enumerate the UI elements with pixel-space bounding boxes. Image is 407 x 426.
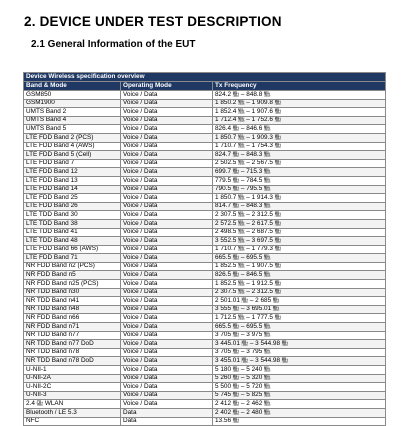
- tx-frequency-cell: 1 850.7 ㎒ – 1 914.3 ㎒: [213, 194, 386, 203]
- section-title: 2. DEVICE UNDER TEST DESCRIPTION: [24, 14, 282, 29]
- tx-frequency-cell: 1 852.5 ㎒ – 1 907.5 ㎒: [213, 262, 386, 271]
- operating-mode-cell: Voice / Data: [121, 348, 213, 357]
- operating-mode-cell: Voice / Data: [121, 314, 213, 323]
- tx-frequency-cell: 1 712.4 ㎒ – 1 752.6 ㎒: [213, 116, 386, 125]
- operating-mode-cell: Voice / Data: [121, 340, 213, 349]
- tx-frequency-cell: 3 552.5 ㎒ – 3 697.5 ㎒: [213, 237, 386, 246]
- tx-frequency-cell: 2 501.01 ㎒ – 2 685 ㎒: [213, 297, 386, 306]
- tx-frequency-cell: 3 455.01 ㎒ – 3 544.98 ㎒: [213, 357, 386, 366]
- band-mode-cell: Bluetooth / LE 5.3: [24, 408, 121, 417]
- tx-frequency-cell: 1 710.7 ㎒ – 1 754.3 ㎒: [213, 142, 386, 151]
- column-header-band-mode: Band & Mode: [24, 82, 121, 91]
- band-mode-cell: NR FDD Band n2 (PCS): [24, 262, 121, 271]
- band-mode-cell: U-NII-2A: [24, 374, 121, 383]
- band-mode-cell: U-NII-2C: [24, 383, 121, 392]
- tx-frequency-cell: 2 307.5 ㎒ – 2 312.5 ㎒: [213, 288, 386, 297]
- operating-mode-cell: Voice / Data: [121, 383, 213, 392]
- operating-mode-cell: Voice / Data: [121, 211, 213, 220]
- tx-frequency-cell: 3 705 ㎒ – 3 795 ㎒: [213, 348, 386, 357]
- column-header-operating-mode: Operating Mode: [121, 82, 213, 91]
- table-row: [24, 357, 386, 366]
- band-mode-cell: UMTS Band 5: [24, 125, 121, 134]
- tx-frequency-cell: 1 852.5 ㎒ – 1 912.5 ㎒: [213, 280, 386, 289]
- band-mode-cell: LTE FDD Band 13: [24, 176, 121, 185]
- band-mode-cell: LTE FDD Band 14: [24, 185, 121, 194]
- operating-mode-cell: Voice / Data: [121, 366, 213, 375]
- table-row: [24, 297, 386, 306]
- table-row: [24, 271, 386, 280]
- band-mode-cell: NR TDD Band n41: [24, 297, 121, 306]
- table-row: [24, 245, 386, 254]
- operating-mode-cell: Voice / Data: [121, 288, 213, 297]
- band-mode-cell: NR TDD Band n77 DoD: [24, 340, 121, 349]
- operating-mode-cell: Voice / Data: [121, 151, 213, 160]
- band-mode-cell: NFC: [24, 417, 121, 426]
- tx-frequency-cell: 826.5 ㎒ – 846.5 ㎒: [213, 271, 386, 280]
- table-row: [24, 211, 386, 220]
- table-row: [24, 417, 386, 426]
- table-row: [24, 408, 386, 417]
- subsection-title: 2.1 General Information of the EUT: [31, 39, 196, 50]
- tx-frequency-cell: 2 412 ㎒ – 2 462 ㎒: [213, 400, 386, 409]
- operating-mode-cell: Voice / Data: [121, 297, 213, 306]
- band-mode-cell: NR FDD Band n5: [24, 271, 121, 280]
- band-mode-cell: NR TDD Band n78 DoD: [24, 357, 121, 366]
- operating-mode-cell: Voice / Data: [121, 357, 213, 366]
- operating-mode-cell: Voice / Data: [121, 271, 213, 280]
- table-row: [24, 374, 386, 383]
- tx-frequency-cell: 5 180 ㎒ – 5 240 ㎒: [213, 366, 386, 375]
- table-row: [24, 366, 386, 375]
- table-row: [24, 185, 386, 194]
- band-mode-cell: LTE FDD Band 12: [24, 168, 121, 177]
- tx-frequency-cell: 826.4 ㎒ – 846.6 ㎒: [213, 125, 386, 134]
- operating-mode-cell: Voice / Data: [121, 237, 213, 246]
- tx-frequency-cell: 779.5 ㎒ – 784.5 ㎒: [213, 176, 386, 185]
- tx-frequency-cell: 1 850.7 ㎒ – 1 909.3 ㎒: [213, 133, 386, 142]
- table-row: [24, 219, 386, 228]
- operating-mode-cell: Voice / Data: [121, 280, 213, 289]
- operating-mode-cell: Data: [121, 417, 213, 426]
- tx-frequency-cell: 5 260 ㎒ – 5 320 ㎒: [213, 374, 386, 383]
- operating-mode-cell: Voice / Data: [121, 194, 213, 203]
- table-row: [24, 400, 386, 409]
- band-mode-cell: LTE FDD Band 71: [24, 254, 121, 263]
- table-row: [24, 314, 386, 323]
- table-row: [24, 202, 386, 211]
- band-mode-cell: UMTS Band 2: [24, 108, 121, 117]
- tx-frequency-cell: 1 712.5 ㎒ – 1 777.5 ㎒: [213, 314, 386, 323]
- operating-mode-cell: Voice / Data: [121, 391, 213, 400]
- table-row: [24, 323, 386, 332]
- operating-mode-cell: Voice / Data: [121, 331, 213, 340]
- band-mode-cell: LTE TDD Band 38: [24, 219, 121, 228]
- band-mode-cell: GSM1900: [24, 99, 121, 108]
- band-mode-cell: LTE FDD Band 2 (PCS): [24, 133, 121, 142]
- tx-frequency-cell: 699.7 ㎒ – 715.3 ㎒: [213, 168, 386, 177]
- table-row: [24, 280, 386, 289]
- operating-mode-cell: Voice / Data: [121, 91, 213, 100]
- band-mode-cell: LTE FDD Band 4 (AWS): [24, 142, 121, 151]
- operating-mode-cell: Voice / Data: [121, 219, 213, 228]
- band-mode-cell: LTE FDD Band 25: [24, 194, 121, 203]
- table-row: [24, 168, 386, 177]
- operating-mode-cell: Voice / Data: [121, 168, 213, 177]
- band-mode-cell: LTE FDD Band 66 (AWS): [24, 245, 121, 254]
- tx-frequency-cell: 1 850.2 ㎒ – 1 909.8 ㎒: [213, 99, 386, 108]
- tx-frequency-cell: 3 705 ㎒ – 3 975 ㎒: [213, 331, 386, 340]
- tx-frequency-cell: 1 710.7 ㎒ – 1 779.3 ㎒: [213, 245, 386, 254]
- operating-mode-cell: Voice / Data: [121, 116, 213, 125]
- table-row: [24, 194, 386, 203]
- tx-frequency-cell: 13.56 ㎒: [213, 417, 386, 426]
- table-row: [24, 151, 386, 160]
- tx-frequency-cell: 5 500 ㎒ – 5 720 ㎒: [213, 383, 386, 392]
- table-row: [24, 125, 386, 134]
- band-mode-cell: U-NII-1: [24, 366, 121, 375]
- band-mode-cell: NR TDD Band n48: [24, 305, 121, 314]
- tx-frequency-cell: 665.5 ㎒ – 695.5 ㎒: [213, 323, 386, 332]
- band-mode-cell: LTE FDD Band 26: [24, 202, 121, 211]
- operating-mode-cell: Voice / Data: [121, 125, 213, 134]
- operating-mode-cell: Voice / Data: [121, 323, 213, 332]
- table-row: [24, 116, 386, 125]
- operating-mode-cell: Voice / Data: [121, 305, 213, 314]
- table-row: [24, 176, 386, 185]
- table-row: [24, 159, 386, 168]
- operating-mode-cell: Voice / Data: [121, 374, 213, 383]
- table-row: [24, 99, 386, 108]
- table-row: [24, 237, 386, 246]
- operating-mode-cell: Data: [121, 408, 213, 417]
- operating-mode-cell: Voice / Data: [121, 202, 213, 211]
- table-row: [24, 91, 386, 100]
- band-mode-cell: LTE FDD Band 5 (Cell): [24, 151, 121, 160]
- table-row: [24, 228, 386, 237]
- column-header-tx-frequency: Tx Frequency: [213, 82, 386, 91]
- operating-mode-cell: Voice / Data: [121, 245, 213, 254]
- band-mode-cell: NR TDD Band n77: [24, 331, 121, 340]
- tx-frequency-cell: 665.5 ㎒ – 695.5 ㎒: [213, 254, 386, 263]
- table-row: [24, 305, 386, 314]
- tx-frequency-cell: 1 852.4 ㎒ – 1 907.6 ㎒: [213, 108, 386, 117]
- operating-mode-cell: Voice / Data: [121, 185, 213, 194]
- tx-frequency-cell: 2 572.5 ㎒ – 2 617.5 ㎒: [213, 219, 386, 228]
- tx-frequency-cell: 2 307.5 ㎒ – 2 312.5 ㎒: [213, 211, 386, 220]
- band-mode-cell: LTE TDD Band 41: [24, 228, 121, 237]
- band-mode-cell: NR FDD Band n71: [24, 323, 121, 332]
- tx-frequency-cell: 2 498.5 ㎒ – 2 687.5 ㎒: [213, 228, 386, 237]
- tx-frequency-cell: 824.2 ㎒ – 848.8 ㎒: [213, 91, 386, 100]
- table-row: [24, 254, 386, 263]
- tx-frequency-cell: 824.7 ㎒ – 848.3 ㎒: [213, 151, 386, 160]
- table-row: [24, 331, 386, 340]
- operating-mode-cell: Voice / Data: [121, 262, 213, 271]
- band-mode-cell: LTE TDD Band 30: [24, 211, 121, 220]
- table-row: [24, 142, 386, 151]
- tx-frequency-cell: 790.5 ㎒ – 795.5 ㎒: [213, 185, 386, 194]
- table-row: [24, 262, 386, 271]
- table-caption: Device Wireless specification overview: [24, 73, 386, 82]
- band-mode-cell: NR TDD Band n30: [24, 288, 121, 297]
- band-mode-cell: NR FDD Band n66: [24, 314, 121, 323]
- tx-frequency-cell: 3 555 ㎒ – 3 695.01 ㎒: [213, 305, 386, 314]
- band-mode-cell: NR TDD Band n78: [24, 348, 121, 357]
- operating-mode-cell: Voice / Data: [121, 99, 213, 108]
- table-row: [24, 133, 386, 142]
- operating-mode-cell: Voice / Data: [121, 400, 213, 409]
- band-mode-cell: NR FDD Band n25 (PCS): [24, 280, 121, 289]
- band-mode-cell: GSM850: [24, 91, 121, 100]
- tx-frequency-cell: 2 402 ㎒ – 2 480 ㎒: [213, 408, 386, 417]
- tx-frequency-cell: 3 445.01 ㎒ – 3 544.98 ㎒: [213, 340, 386, 349]
- operating-mode-cell: Voice / Data: [121, 108, 213, 117]
- operating-mode-cell: Voice / Data: [121, 254, 213, 263]
- table-row: [24, 340, 386, 349]
- operating-mode-cell: Voice / Data: [121, 228, 213, 237]
- band-mode-cell: U-NII-3: [24, 391, 121, 400]
- operating-mode-cell: Voice / Data: [121, 133, 213, 142]
- operating-mode-cell: Voice / Data: [121, 159, 213, 168]
- table-row: [24, 108, 386, 117]
- tx-frequency-cell: 814.7 ㎒ – 848.3 ㎒: [213, 202, 386, 211]
- operating-mode-cell: Voice / Data: [121, 176, 213, 185]
- band-mode-cell: 2.4 ㎓ WLAN: [24, 400, 121, 409]
- wireless-spec-table: [23, 72, 386, 426]
- tx-frequency-cell: 5 745 ㎒ – 5 825 ㎒: [213, 391, 386, 400]
- table-row: [24, 391, 386, 400]
- tx-frequency-cell: 2 502.5 ㎒ – 2 567.5 ㎒: [213, 159, 386, 168]
- operating-mode-cell: Voice / Data: [121, 142, 213, 151]
- band-mode-cell: UMTS Band 4: [24, 116, 121, 125]
- table-row: [24, 348, 386, 357]
- table-row: [24, 288, 386, 297]
- table-row: [24, 383, 386, 392]
- band-mode-cell: LTE TDD Band 48: [24, 237, 121, 246]
- band-mode-cell: LTE FDD Band 7: [24, 159, 121, 168]
